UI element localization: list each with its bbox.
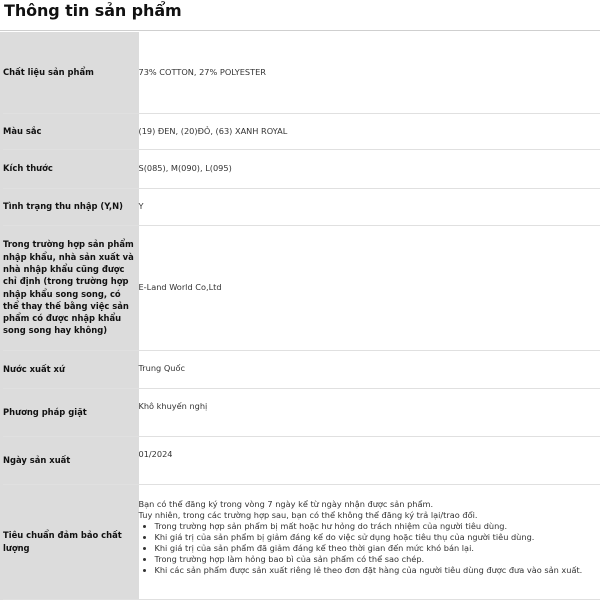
row-value-size: S(085), M(090), L(095) bbox=[139, 149, 600, 188]
row-label-quality-standard: Tiêu chuẩn đảm bảo chất lượng bbox=[2, 484, 139, 599]
list-item: • Trong trường hợp sản phẩm bị mất hoặc hư hỏng do trách nhiệm của người tiêu dùng. bbox=[155, 521, 600, 532]
return-intro-1: Bạn có thể đăng ký trong vòng 7 ngày kể từ ngày nhận được sản phẩm. bbox=[138, 498, 434, 509]
table-row bbox=[2, 113, 600, 149]
table-row bbox=[2, 350, 600, 388]
row-value-manufacture-date-cell bbox=[139, 436, 600, 484]
row-value-washing-cell bbox=[139, 388, 600, 436]
table-row bbox=[2, 188, 600, 225]
row-value-material: 73% COTTON, 27% POLYESTER bbox=[139, 32, 600, 113]
row-value-manufacture-date: 01/2024 bbox=[138, 448, 173, 459]
list-item: • Khi giá trị của sản phẩm đã giảm đáng kể theo thời gian đến mức khó bán lại. bbox=[155, 543, 600, 554]
row-value-import-status: Y bbox=[139, 188, 600, 225]
table-row bbox=[2, 32, 600, 113]
row-label-size: Kích thước bbox=[2, 149, 139, 188]
product-info-table bbox=[0, 32, 600, 600]
row-value-origin-cell bbox=[139, 350, 600, 388]
list-item: • Trong trường hợp làm hỏng bao bì của sản phẩm có thể sao chép. bbox=[155, 554, 600, 565]
row-label-importer: Trong trường hợp sản phẩm nhập khẩu, nhà sản xuất và nhà nhập khẩu cũng được chỉ định (trong trường hợp nhập khẩu song song, có thể thay thế bằng việc sản phẩm có được nhập khẩu song song hay không) bbox=[2, 225, 139, 350]
row-label-color: Màu sắc bbox=[2, 113, 139, 149]
row-label-origin: Nước xuất xứ bbox=[2, 350, 139, 388]
row-label-washing: Phương pháp giặt bbox=[2, 388, 139, 436]
list-item: • Khi các sản phẩm được sản xuất riêng lẻ theo đơn đặt hàng của người tiêu dùng được đưa vào sản xuất. bbox=[155, 565, 600, 576]
row-value-washing: Khô khuyến nghị bbox=[138, 400, 208, 411]
row-label-material: Chất liệu sản phẩm bbox=[2, 32, 139, 113]
row-label-manufacture-date: Ngày sản xuất bbox=[2, 436, 139, 484]
row-value-origin: Trung Quốc bbox=[138, 362, 185, 373]
row-label-import-status: Tình trạng thu nhập (Y,N) bbox=[2, 188, 139, 225]
page-title: Thông tin sản phẩm bbox=[4, 1, 182, 20]
table-row bbox=[2, 436, 600, 484]
table-row bbox=[2, 388, 600, 436]
title-divider bbox=[0, 30, 600, 31]
table-row bbox=[2, 225, 600, 350]
table-row bbox=[2, 484, 600, 599]
table-row bbox=[2, 149, 600, 188]
return-exceptions-list bbox=[139, 521, 600, 577]
row-value-color: (19) ĐEN, (20)ĐỎ, (63) XANH ROYAL bbox=[139, 113, 600, 149]
list-item: • Khi giá trị của sản phẩm bị giảm đáng kể do việc sử dụng hoặc tiêu thụ của người tiêu dùng. bbox=[155, 532, 600, 543]
row-value-quality-standard bbox=[139, 484, 600, 599]
row-value-importer: E-Land World Co,Ltd bbox=[139, 225, 600, 350]
return-intro-2: Tuy nhiên, trong các trường hợp sau, bạn có thể không thể đăng ký trả lại/trao đổi. bbox=[138, 509, 478, 520]
